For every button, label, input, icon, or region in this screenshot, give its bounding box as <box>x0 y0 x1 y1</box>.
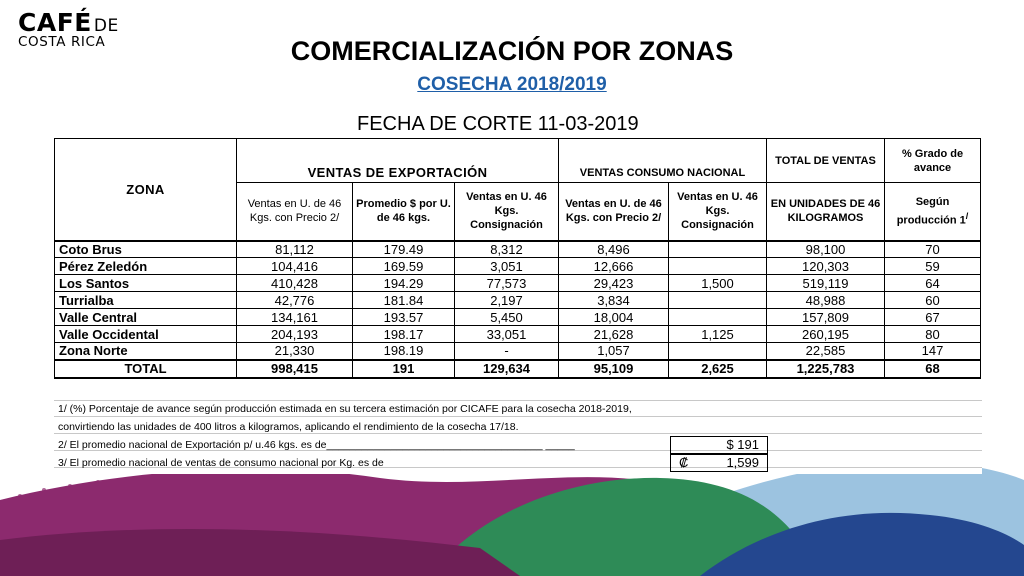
logo-de: DE <box>93 16 119 36</box>
total-total: 1,225,783 <box>767 360 885 378</box>
table-row <box>55 326 981 343</box>
cell-con-consig <box>669 241 767 258</box>
table-row <box>55 275 981 292</box>
header-segun-sup: / <box>965 210 969 221</box>
table-row <box>55 241 981 258</box>
cell-total: 48,988 <box>767 292 885 309</box>
colon-symbol: ₡ <box>679 455 689 470</box>
header-grado-avance: % Grado de avance <box>885 139 981 183</box>
total-exp-consig: 129,634 <box>455 360 559 378</box>
total-con-consig: 2,625 <box>669 360 767 378</box>
cell-con-precio: 18,004 <box>559 309 669 326</box>
note-2: 2/ El promedio nacional de Exportación p/ u.46 kgs. es de_____________________________________ _____ <box>58 439 575 451</box>
note-1a: 1/ (%) Porcentaje de avance según producción estimada en su tercera estimación por CICAFE para la cosecha 2018-2019, <box>58 403 632 415</box>
cell-total: 519,119 <box>767 275 885 292</box>
cell-con-precio: 1,057 <box>559 343 669 360</box>
cell-exp-precio: 81,112 <box>237 241 353 258</box>
cell-exp-consig: 2,197 <box>455 292 559 309</box>
table-body <box>55 241 981 360</box>
cell-exp-consig: 3,051 <box>455 258 559 275</box>
cell-zona: Zona Norte <box>55 343 237 360</box>
header-promedio: Promedio $ por U. de 46 kgs. <box>353 183 455 241</box>
header-unidades: EN UNIDADES DE 46 KILOGRAMOS <box>767 183 885 241</box>
cell-total: 98,100 <box>767 241 885 258</box>
cell-exp-precio: 104,416 <box>237 258 353 275</box>
header-zona: ZONA <box>55 139 237 241</box>
cell-avance: 64 <box>885 275 981 292</box>
table-row <box>55 309 981 326</box>
note-1b: convirtiendo las unidades de 400 litros a kilogramos, aplicando el rendimiento de la cosecha 17/18. <box>58 421 519 433</box>
cell-con-precio: 29,423 <box>559 275 669 292</box>
cell-con-precio: 3,834 <box>559 292 669 309</box>
header-segun-produccion <box>885 183 981 241</box>
header-consumo-precio: Ventas en U. de 46 Kgs. con Precio 2/ <box>559 183 669 241</box>
note-3-box <box>670 454 768 472</box>
cell-con-precio: 8,496 <box>559 241 669 258</box>
cutoff-date: FECHA DE CORTE 11-03-2019 <box>357 113 639 135</box>
cell-exp-consig: 5,450 <box>455 309 559 326</box>
cell-exp-consig: - <box>455 343 559 360</box>
cell-con-precio: 21,628 <box>559 326 669 343</box>
cell-zona: Pérez Zeledón <box>55 258 237 275</box>
cell-exp-precio: 204,193 <box>237 326 353 343</box>
cell-avance: 60 <box>885 292 981 309</box>
cell-zona: Valle Occidental <box>55 326 237 343</box>
note-3: 3/ El promedio nacional de ventas de consumo nacional por Kg. es de <box>58 457 384 469</box>
cell-promedio: 179.49 <box>353 241 455 258</box>
cell-exp-consig: 8,312 <box>455 241 559 258</box>
total-promedio: 191 <box>353 360 455 378</box>
cell-exp-precio: 42,776 <box>237 292 353 309</box>
total-con-precio: 95,109 <box>559 360 669 378</box>
cell-total: 260,195 <box>767 326 885 343</box>
note-2-value: $ 191 <box>670 436 768 454</box>
cell-zona: Valle Central <box>55 309 237 326</box>
cell-total: 120,303 <box>767 258 885 275</box>
header-consumo-consignacion: Ventas en U. 46 Kgs. Consignación <box>669 183 767 241</box>
cell-promedio: 181.84 <box>353 292 455 309</box>
cell-avance: 80 <box>885 326 981 343</box>
cell-con-consig: 1,500 <box>669 275 767 292</box>
cell-avance: 147 <box>885 343 981 360</box>
cell-exp-precio: 134,161 <box>237 309 353 326</box>
cell-exp-precio: 21,330 <box>237 343 353 360</box>
cell-total: 22,585 <box>767 343 885 360</box>
header-export-consignacion: Ventas en U. 46 Kgs. Consignación <box>455 183 559 241</box>
zones-table <box>54 138 981 379</box>
total-avance: 68 <box>885 360 981 378</box>
logo-costa-rica: COSTA RICA <box>18 34 106 50</box>
cell-con-consig <box>669 292 767 309</box>
header-export-group: VENTAS DE EXPORTACIÓN <box>237 139 559 183</box>
table-row <box>55 258 981 275</box>
cell-avance: 59 <box>885 258 981 275</box>
cell-zona: Los Santos <box>55 275 237 292</box>
table-row <box>55 292 981 309</box>
cell-avance: 70 <box>885 241 981 258</box>
cell-promedio: 198.19 <box>353 343 455 360</box>
cell-avance: 67 <box>885 309 981 326</box>
spreadsheet <box>54 138 982 474</box>
cell-con-consig: 1,125 <box>669 326 767 343</box>
page-title: COMERCIALIZACIÓN POR ZONAS <box>290 36 734 66</box>
cell-exp-consig: 77,573 <box>455 275 559 292</box>
header-export-precio: Ventas en U. de 46 Kgs. con Precio 2/ <box>237 183 353 241</box>
note-3-value: 1,599 <box>726 455 759 470</box>
total-label: TOTAL <box>55 360 237 378</box>
cell-exp-consig: 33,051 <box>455 326 559 343</box>
cell-con-consig <box>669 343 767 360</box>
total-exp-precio: 998,415 <box>237 360 353 378</box>
cell-zona: Coto Brus <box>55 241 237 258</box>
cell-exp-precio: 410,428 <box>237 275 353 292</box>
cell-total: 157,809 <box>767 309 885 326</box>
header-segun-text: Según producción 1 <box>896 195 966 227</box>
cell-promedio: 198.17 <box>353 326 455 343</box>
cell-con-consig <box>669 309 767 326</box>
cell-promedio: 194.29 <box>353 275 455 292</box>
cell-zona: Turrialba <box>55 292 237 309</box>
page-subtitle: COSECHA 2018/2019 <box>417 74 607 95</box>
cell-promedio: 169.59 <box>353 258 455 275</box>
cell-con-precio: 12,666 <box>559 258 669 275</box>
header-total-ventas: TOTAL DE VENTAS <box>767 139 885 183</box>
cell-promedio: 193.57 <box>353 309 455 326</box>
logo-cafe: CAFÉ <box>18 8 92 37</box>
cell-con-consig <box>669 258 767 275</box>
table-row <box>55 343 981 360</box>
header-consumo-group: VENTAS CONSUMO NACIONAL <box>559 139 767 183</box>
